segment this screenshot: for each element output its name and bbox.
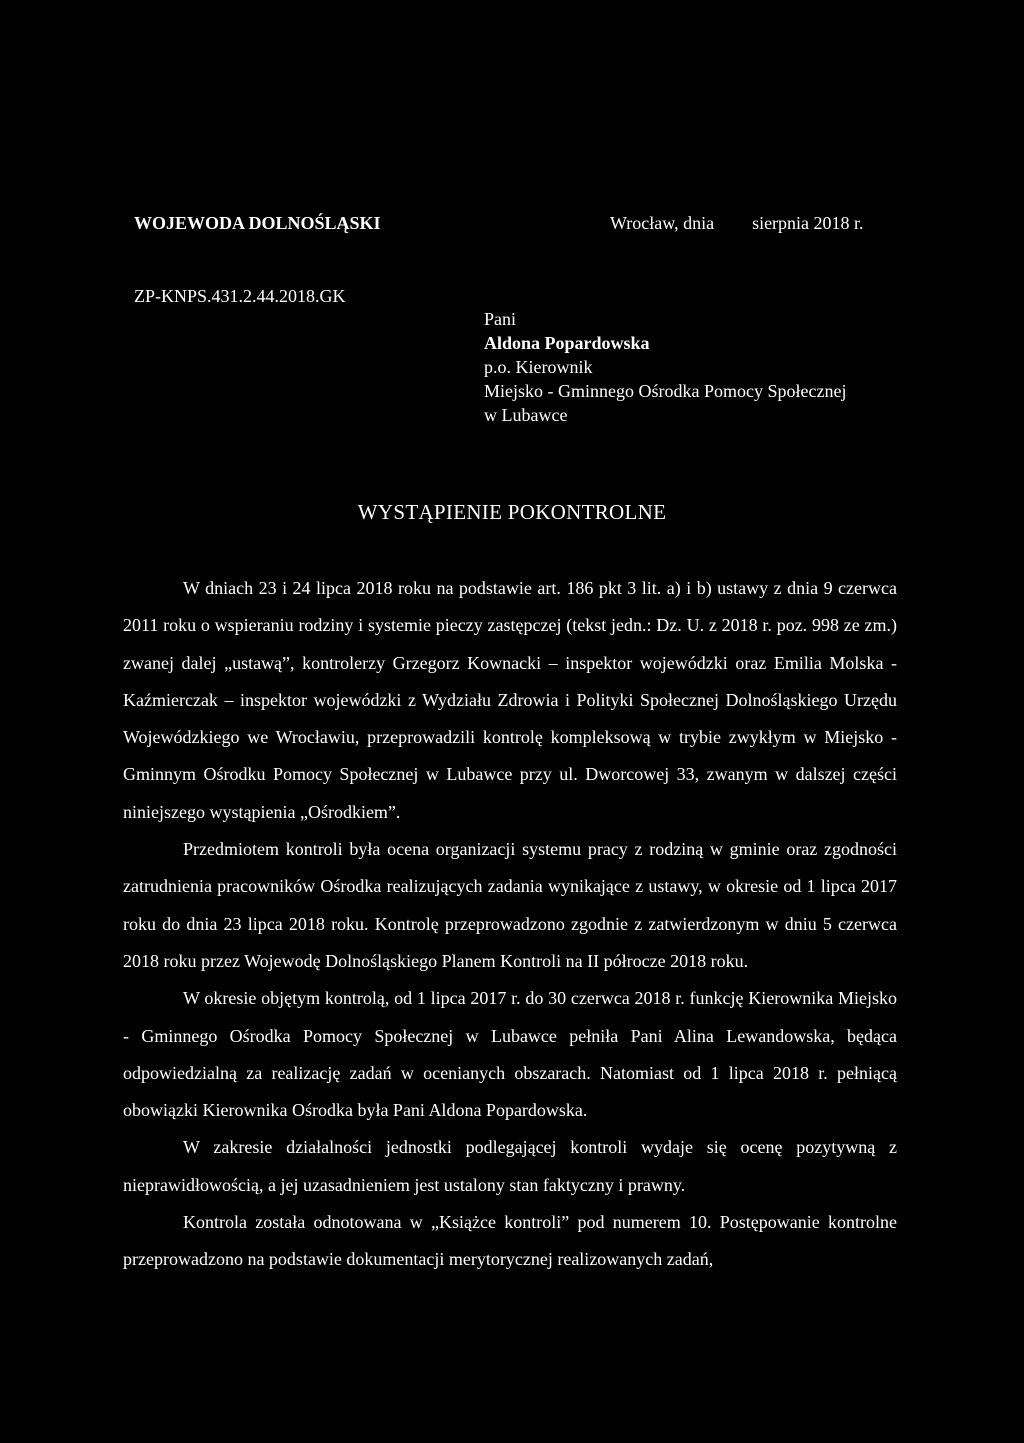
- place-date-prefix: Wrocław, dnia: [610, 213, 715, 233]
- document-title: WYSTĄPIENIE POKONTROLNE: [357, 500, 667, 524]
- body-paragraph: Przedmiotem kontroli była ocena organizacji systemu pracy z rodziną w gminie oraz zgodności zatrudnienia pracowników Ośrodka realizujących zadania wynikające z ustawy, w okresie od 1 lipca 2017 roku do dnia 23 lipca 2018 roku. Kontrolę przeprowadzono zgodnie z zatwierdzonym w dniu 5 czerwca 2018 roku przez Wojewodę Dolnośląskiego Planem Kontroli na II półrocze 2018 roku.: [123, 839, 897, 971]
- addressee-position: p.o. Kierownik: [484, 357, 593, 377]
- addressee-salutation: Pani: [484, 309, 517, 329]
- reference-number: ZP-KNPS.431.2.44.2018.GK: [134, 286, 346, 306]
- body-paragraph: W zakresie działalności jednostki podlegającej kontroli wydaje się ocenę pozytywną z nieprawidłowością, a jej uzasadnieniem jest ustalony stan faktyczny i prawny.: [123, 1137, 897, 1195]
- date-suffix: sierpnia 2018 r.: [752, 213, 864, 233]
- addressee-location: w Lubawce: [484, 405, 568, 425]
- body-paragraph: W okresie objętym kontrolą, od 1 lipca 2017 r. do 30 czerwca 2018 r. funkcję Kierownika Miejsko - Gminnego Ośrodka Pomocy Społecznej w Lubawce pełniła Pani Alina Lewandowska, będąca odpowiedzialną za realizację zadań w ocenianych obszarach. Natomiast od 1 lipca 2018 r. pełniącą obowiązki Kierownika Ośrodka była Pani Aldona Popardowska.: [123, 988, 897, 1121]
- place-and-date: [610, 213, 864, 234]
- addressee-block: [484, 307, 846, 427]
- addressee-institution: Miejsko - Gminnego Ośrodka Pomocy Społecznej: [484, 381, 847, 401]
- addressee-name: Aldona Popardowska: [484, 333, 650, 353]
- issuing-authority: WOJEWODA DOLNOŚLĄSKI: [134, 213, 381, 233]
- body-paragraph: Kontrola została odnotowana w „Książce kontroli” pod numerem 10. Postępowanie kontrolne przeprowadzono na podstawie dokumentacji merytorycznej realizowanych zadań,: [123, 1212, 897, 1270]
- document-body: [123, 570, 897, 1279]
- body-paragraph: W dniach 23 i 24 lipca 2018 roku na podstawie art. 186 pkt 3 lit. a) i b) ustawy z dnia 9 czerwca 2011 roku o wspieraniu rodziny i systemie pieczy zastępczej (tekst jedn.: Dz. U. z 2018 r. poz. 998 ze zm.) zwanej dalej „ustawą”, kontrolerzy Grzegorz Kownacki – inspektor wojewódzki oraz Emilia Molska - Kaźmierczak – inspektor wojewódzki z Wydziału Zdrowia i Polityki Społecznej Dolnośląskiego Urzędu Wojewódzkiego we Wrocławiu, przeprowadzili kontrolę kompleksową w trybie zwykłym w Miejsko - Gminnym Ośrodku Pomocy Społecznej w Lubawce przy ul. Dworcowej 33, zwanym w dalszej części niniejszego wystąpienia „Ośrodkiem”.: [123, 578, 897, 822]
